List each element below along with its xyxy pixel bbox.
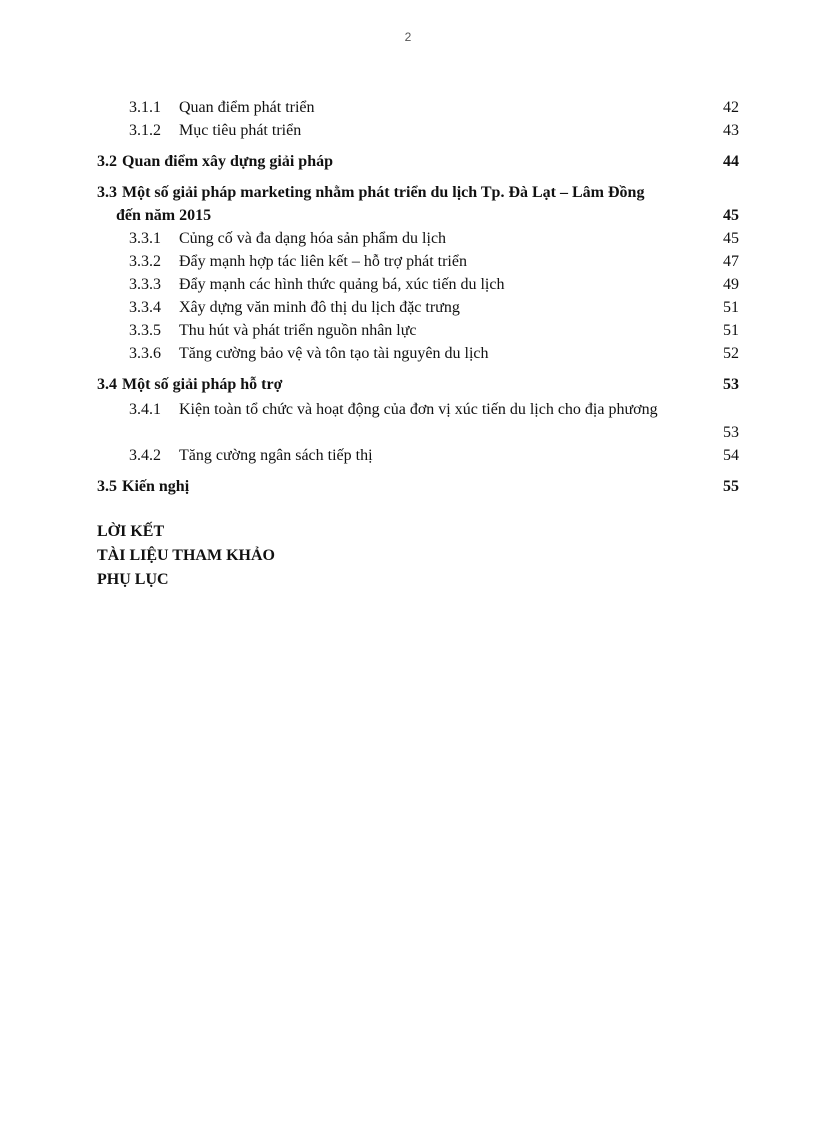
toc-entry-page: 43 bbox=[723, 122, 739, 139]
toc-section-3-3[interactable] bbox=[97, 181, 739, 204]
toc-entry-3-1-1[interactable] bbox=[97, 96, 739, 119]
toc-entry-title: Củng cố và đa dạng hóa sản phẩm du lịch bbox=[179, 230, 447, 247]
toc-section-3-3-continuation[interactable] bbox=[97, 204, 739, 227]
toc-entry-title: Tăng cường ngân sách tiếp thị bbox=[179, 447, 373, 464]
toc-entry-page: 52 bbox=[723, 345, 739, 362]
toc-entry-title: Thu hút và phát triển nguồn nhân lực bbox=[179, 322, 417, 339]
toc-references[interactable]: TÀI LIỆU THAM KHẢO bbox=[97, 547, 275, 564]
toc-entry-3-3-1[interactable] bbox=[97, 227, 739, 250]
toc-entry-title: Tăng cường bảo vệ và tôn tạo tài nguyên du lịch bbox=[179, 345, 489, 362]
toc-entry-number: 3.4.1 bbox=[129, 401, 161, 418]
toc-entry-title: Xây dựng văn minh đô thị du lịch đặc trưng bbox=[179, 299, 460, 316]
toc-section-number: 3.2 bbox=[97, 153, 117, 170]
toc-entry-title: Mục tiêu phát triển bbox=[179, 122, 302, 139]
toc-section-page: 55 bbox=[723, 478, 739, 495]
toc-section-title: Kiến nghị bbox=[122, 478, 190, 495]
toc-entry-title: Quan điểm phát triển bbox=[179, 99, 315, 116]
toc-section-number: 3.3 bbox=[97, 184, 117, 201]
toc-entry-page: 51 bbox=[723, 322, 739, 339]
toc-entry-number: 3.1.2 bbox=[129, 122, 161, 139]
toc-entry-page: 54 bbox=[723, 447, 739, 464]
toc-entry-page: 45 bbox=[723, 230, 739, 247]
toc-entry-page: 47 bbox=[723, 253, 739, 270]
toc-entry-number: 3.3.4 bbox=[129, 299, 161, 316]
toc-entry-number: 3.3.5 bbox=[129, 322, 161, 339]
toc-entry-page: 49 bbox=[723, 276, 739, 293]
toc-entry-number: 3.3.3 bbox=[129, 276, 161, 293]
toc-entry-3-3-4[interactable] bbox=[97, 296, 739, 319]
toc-section-title: Quan điểm xây dựng giải pháp bbox=[122, 153, 333, 170]
table-of-contents bbox=[97, 96, 739, 592]
toc-entry-3-4-1[interactable] bbox=[97, 398, 739, 444]
toc-section-3-2[interactable] bbox=[97, 150, 739, 173]
toc-section-title: Một số giải pháp hỗ trợ bbox=[122, 376, 283, 393]
toc-entry-title: Đẩy mạnh hợp tác liên kết – hỗ trợ phát triển bbox=[179, 253, 467, 270]
toc-entry-number: 3.3.1 bbox=[129, 230, 161, 247]
toc-appendix[interactable]: PHỤ LỤC bbox=[97, 571, 169, 588]
toc-entry-number: 3.3.2 bbox=[129, 253, 161, 270]
toc-entry-3-3-5[interactable] bbox=[97, 319, 739, 342]
toc-entry-3-1-2[interactable] bbox=[97, 119, 739, 142]
toc-entry-title: Đẩy mạnh các hình thức quảng bá, xúc tiến du lịch bbox=[179, 276, 505, 293]
toc-entry-3-3-6[interactable] bbox=[97, 342, 739, 365]
toc-conclusion[interactable]: LỜI KẾT bbox=[97, 523, 165, 540]
toc-section-page: 44 bbox=[723, 153, 739, 170]
toc-entry-page: 51 bbox=[723, 299, 739, 316]
toc-section-3-5[interactable] bbox=[97, 475, 739, 498]
toc-entry-3-3-2[interactable] bbox=[97, 250, 739, 273]
toc-entry-title: Kiện toàn tổ chức và hoạt động của đơn vị xúc tiến du lịch cho địa phương bbox=[179, 401, 658, 418]
toc-section-page: 45 bbox=[723, 207, 739, 224]
toc-entry-3-3-3[interactable] bbox=[97, 273, 739, 296]
toc-section-3-4[interactable] bbox=[97, 373, 739, 396]
toc-section-page: 53 bbox=[723, 376, 739, 393]
toc-section-number: 3.4 bbox=[97, 376, 117, 393]
toc-entry-page: 53 bbox=[723, 424, 739, 441]
toc-entry-number: 3.4.2 bbox=[129, 447, 161, 464]
toc-section-number: 3.5 bbox=[97, 478, 117, 495]
toc-entry-number: 3.3.6 bbox=[129, 345, 161, 362]
toc-end-matter bbox=[97, 520, 739, 592]
toc-section-title-cont: đến năm 2015 bbox=[116, 207, 212, 224]
toc-entry-page: 42 bbox=[723, 99, 739, 116]
page-number: 2 bbox=[404, 30, 412, 44]
toc-entry-number: 3.1.1 bbox=[129, 99, 161, 116]
toc-entry-3-4-2[interactable] bbox=[97, 444, 739, 467]
toc-section-title: Một số giải pháp marketing nhằm phát triển du lịch Tp. Đà Lạt – Lâm Đồng bbox=[122, 184, 645, 201]
